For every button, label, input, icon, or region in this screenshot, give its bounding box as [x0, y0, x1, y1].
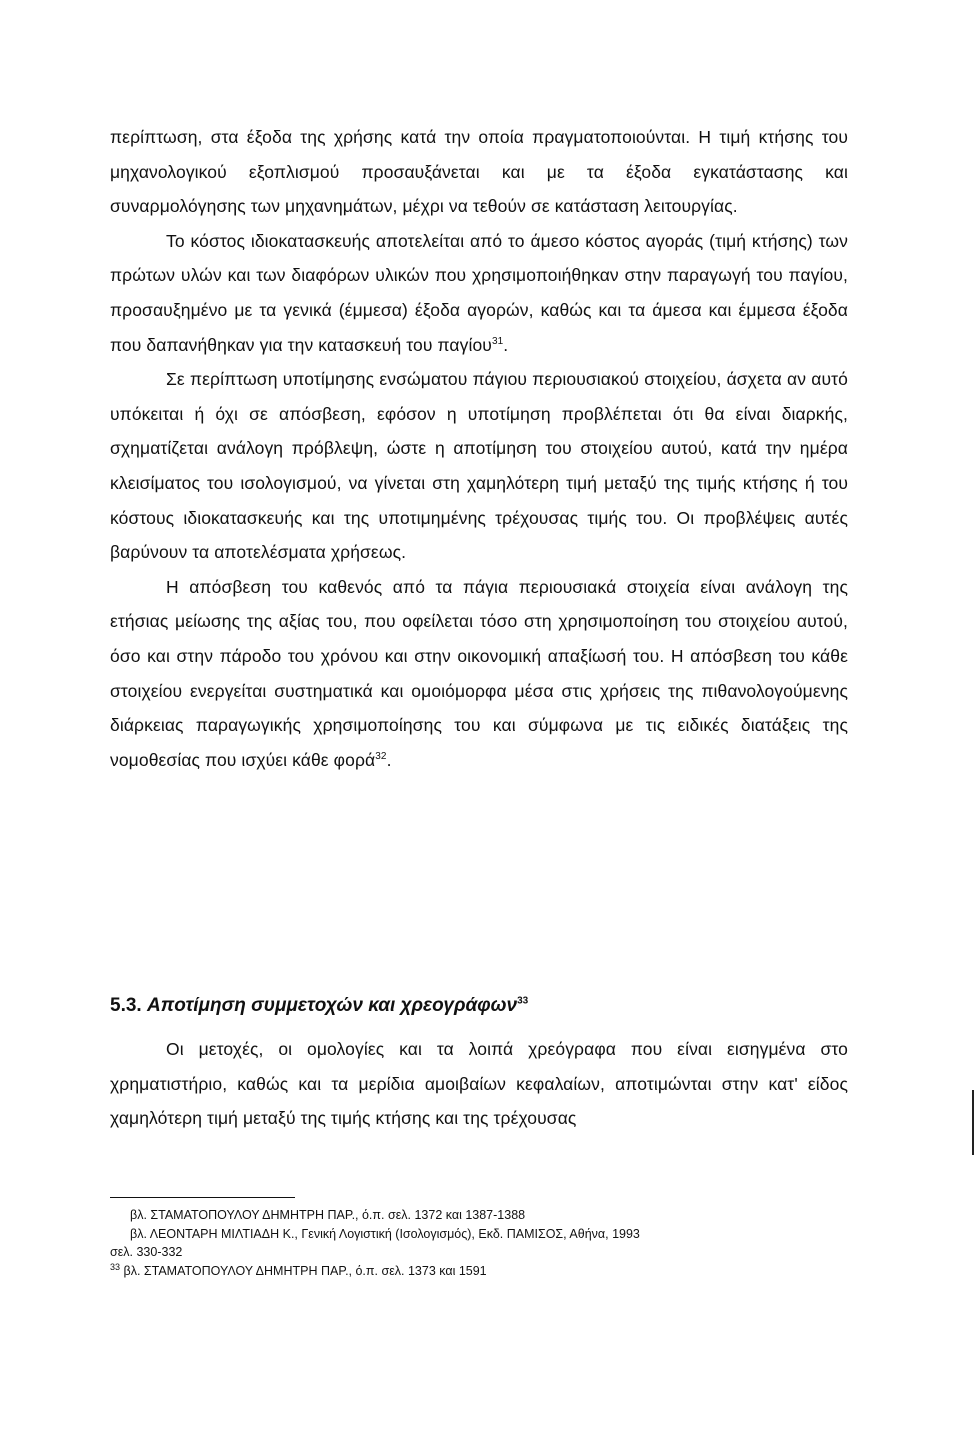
paragraph-self-construction-cost [110, 224, 848, 362]
paragraph-securities: Οι μετοχές, οι ομολογίες και τα λοιπά χρεόγραφα που είναι εισηγμένα στο χρηματιστήριο, καθώς και τα μερίδια αμοιβαίων κεφαλαίων, αποτιμώνται στην κατ' είδος χαμηλότερη τιμή μεταξύ της τιμής κτήσης και της τρέχουσας [110, 1039, 848, 1129]
paragraph-text: Το κόστος ιδιοκατασκευής αποτελείται από το άμεσο κόστος αγοράς (τιμή κτήσης) των πρώτων υλών και των διαφόρων υλικών που χρησιμοποιήθηκαν στην παραγωγή του παγίου, προσαυξημένο με τα γενικά (έμμεσα) έξοδα αγορών, καθώς και τα άμεσα και έμμεσα έξοδα που δαπανήθηκαν για την κατασκευή του παγίου [110, 230, 848, 355]
section-title: Αποτίμηση συμμετοχών και χρεογράφων [146, 995, 518, 1016]
main-text-block [110, 120, 848, 777]
paragraph-end: . [386, 749, 392, 770]
paragraph-depreciation [110, 570, 848, 778]
footnotes [110, 1206, 870, 1281]
paragraph-end: . [503, 334, 509, 355]
footnote-31: βλ. ΣΤΑΜΑΤΟΠΟΥΛΟΥ ΔΗΜΗΤΡΗ ΠΑΡ., ό.π. σελ. 1372 και 1387-1388 [130, 1208, 526, 1222]
paragraph-continuation: περίπτωση, στα έξοδα της χρήσης κατά την οποία πραγματοποιούνται. Η τιμή κτήσης του μηχανολογικού εξοπλισμού προσαυξάνεται και με τα έξοδα εγκατάστασης και συναρμολόγησης των μηχανημάτων, μέχρι να τεθούν σε κατάσταση λειτουργίας. [110, 127, 848, 217]
paragraph-text: Η απόσβεση του καθενός από τα πάγια περιουσιακά στοιχεία είναι ανάλογη της ετήσιας μείωσης της αξίας του, που οφείλεται τόσο στη χρησιμοποίηση του στοιχείου αυτού, όσο και στην πάροδο του χρόνου και στην οικονομική απαξίωσή του. Η απόσβεση του κάθε στοιχείου ενεργείται συστηματικά και ομοιόμορφα μέσα στις χρήσεις της πιθανολογούμενης διάρκειας παραγωγικής χρησιμοποίησης του και σύμφωνα με τις ειδικές διατάξεις της νομοθεσίας που ισχύει κάθε φορά [110, 576, 848, 770]
footnote-32: βλ. ΛΕΟΝΤΑΡΗ ΜΙΛΤΙΑΔΗ Κ., Γενική Λογιστική (Ισολογισμός), Εκδ. ΠΑΜΙΣΟΣ, Αθήνα, 1993 [130, 1226, 640, 1241]
section-heading [110, 996, 528, 1015]
footnote-divider [110, 1197, 295, 1198]
footnote-ref-31: 31 [491, 335, 504, 347]
section-number: 5.3. [110, 995, 142, 1016]
footnote-ref-32: 32 [375, 750, 387, 762]
paragraph-impairment: Σε περίπτωση υποτίμησης ενσώματου πάγιου περιουσιακού στοιχείου, άσχετα αν αυτό υπόκειται ή όχι σε απόσβεση, εφόσον η υποτίμηση προβλέπεται ότι θα είναι διαρκής, σχηματίζεται ανάλογη πρόβλεψη, ώστε η αποτίμηση του στοιχείου αυτού, κατά την ημέρα κλεισίματος του ισολογισμού, να γίνεται στη χαμηλότερη τιμή μεταξύ της τιμής κτήσης ή του κόστους ιδιοκατασκευής και της υποτιμημένης τρέχουσας τιμής του. Οι προβλέψεις αυτές βαρύνουν τα αποτελέσματα χρήσεως. [110, 369, 848, 563]
footnote-text: βλ. ΣΤΑΜΑΤΟΠΟΥΛΟΥ ΔΗΜΗΤΡΗ ΠΑΡ., ό.π. σελ. 1373 και 1591 [123, 1264, 487, 1279]
footnote-ref-33: 33 [517, 995, 529, 1007]
section-body [110, 1032, 848, 1136]
footnote-number: 33 [110, 1261, 121, 1272]
footnote-32-continuation: σελ. 330-332 [110, 1245, 183, 1260]
footnote-33 [110, 1262, 870, 1281]
scan-edge-mark [972, 1090, 974, 1155]
